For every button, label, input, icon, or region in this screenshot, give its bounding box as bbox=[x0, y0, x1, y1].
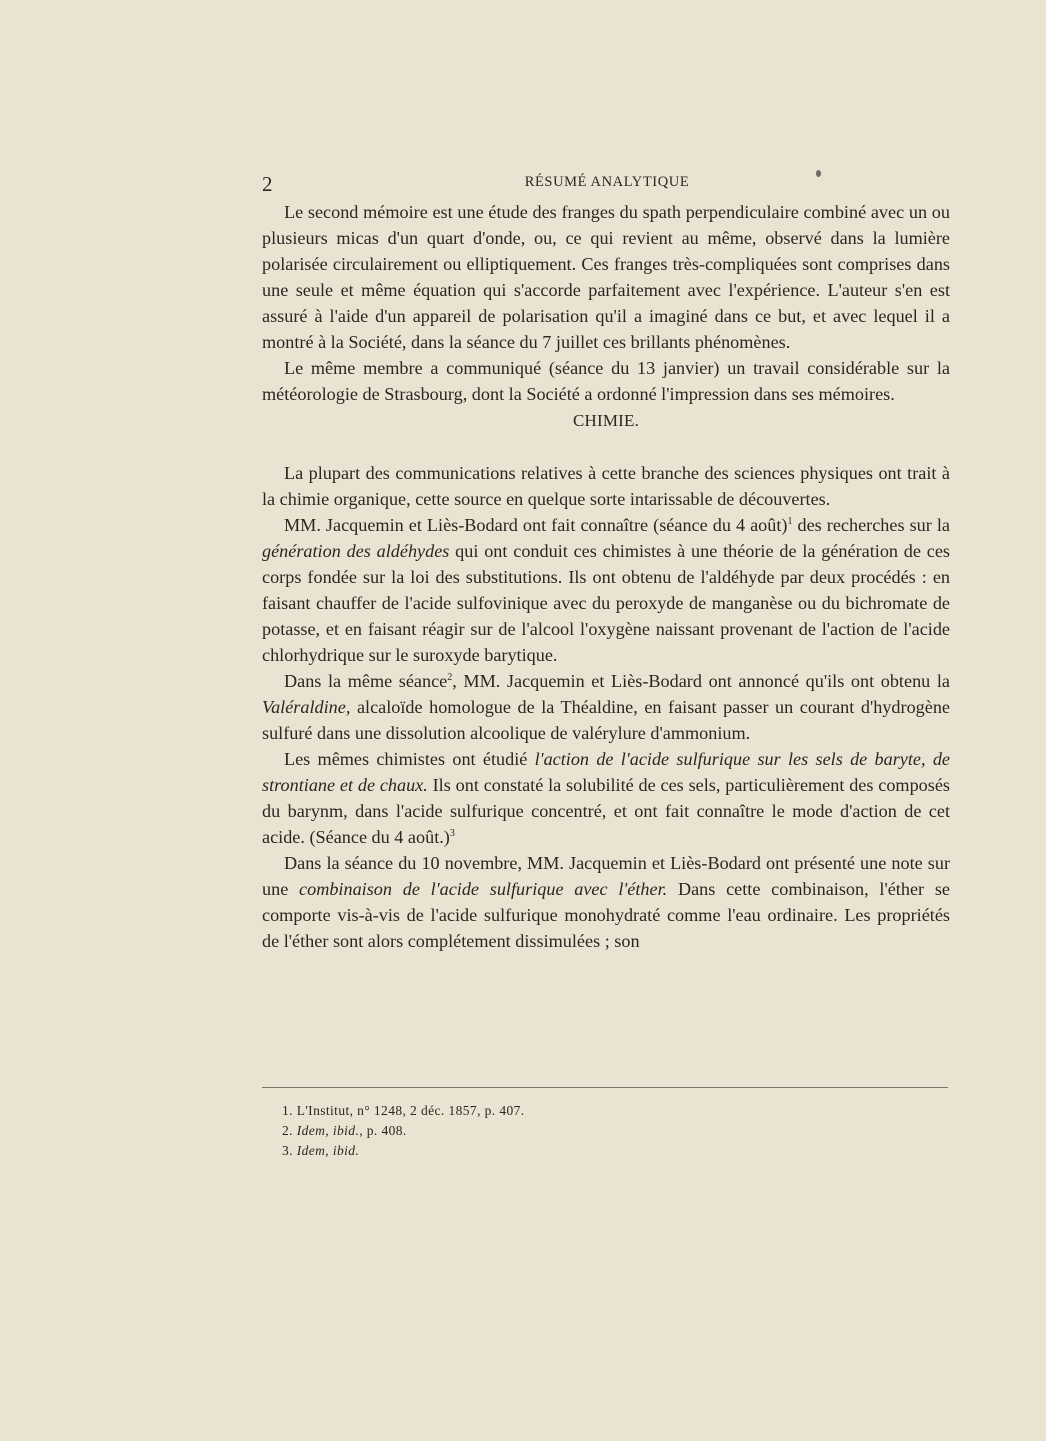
footnote-number: 3. bbox=[282, 1143, 297, 1158]
footnote-rule bbox=[262, 1087, 948, 1088]
footnote-italic: Idem, ibid. bbox=[296, 1123, 360, 1138]
italic-title: Valéraldine, bbox=[262, 697, 351, 717]
text-run: MM. Jacquemin et Liès-Bodard ont fait connaître (séance du 4 août) bbox=[284, 515, 788, 535]
italic-title: génération des aldéhydes bbox=[262, 541, 450, 561]
text-run: alcaloïde homologue de la Théaldine, en faisant passer un courant d'hydrogène sulfuré dans une dissolution alcoolique de valérylure d'ammonium. bbox=[262, 697, 950, 743]
footnotes bbox=[282, 1101, 942, 1161]
paragraph-meteorologie: Le même membre a communiqué (séance du 13 janvier) un travail considérable sur la météorologie de Strasbourg, dont la Société a ordonné l'impression dans ses mémoires. bbox=[262, 358, 950, 404]
text-run: Dans la même séance bbox=[284, 671, 448, 691]
section-heading-chimie: CHIMIE. bbox=[572, 411, 640, 430]
ink-spot bbox=[816, 170, 821, 177]
paragraph-spath: Le second mémoire est une étude des franges du spath perpendiculaire combiné avec un ou plusieurs micas d'un quart d'onde, ou, ce qui revient au même, observé dans la lumière polarisée circulairement ou elliptiquement. Ces franges très-compliquées sont comprises dans une seule et même équation qui s'accorde parfaitement avec l'expérience. L'auteur s'en est assuré à l'aide d'un appareil de polarisation qu'il a imaginé dans ce but, et avec lequel il a montré à la Société, dans la séance du 7 juillet ces brillants phénomènes. bbox=[262, 202, 950, 352]
italic-title: combinaison de l'acide sulfurique avec l'éther. bbox=[299, 879, 668, 899]
text-run: Les mêmes chimistes ont étudié bbox=[284, 749, 535, 769]
main-text bbox=[262, 199, 950, 954]
page-number: 2 bbox=[262, 172, 273, 196]
text-run: Dans la séance du 10 novembre, MM. Jacquemin et Liès-Bodard ont présenté une note sur une bbox=[262, 853, 950, 899]
footnote-ref-3: 3 bbox=[449, 827, 455, 839]
paragraph-chimie-intro: La plupart des communications relatives à cette branche des sciences physiques ont trait à la chimie organique, cette source en quelque sorte intarissable de découvertes. bbox=[262, 463, 950, 509]
footnote-ref-1: 1 bbox=[787, 515, 793, 527]
text-run: Ils ont constaté la solubilité de ces sels, particulièrement des composés du barynm, dans l'acide sulfurique concentré, et ont fait connaître le mode d'action de cet acide. (Séance du 4 août.) bbox=[262, 775, 950, 847]
footnote-text: , p. 408. bbox=[359, 1123, 407, 1138]
italic-title: l'action de l'acide sulfurique sur les sels de baryte, de strontiane et de chaux. bbox=[262, 749, 950, 795]
text-run: qui ont conduit ces chimistes à une théorie de la génération de ces corps fondée sur la loi des substitutions. Ils ont obtenu de l'aldéhyde par deux procédés : en faisant chauffer de l'acide sulfovinique avec du peroxyde de manganèse ou du bichromate de potasse, et en faisant réagir sur de l'alcool l'oxygène naissant provenant de l'action de l'acide chlorhydrique sur le suroxyde barytique. bbox=[262, 541, 950, 665]
text-run: des recherches sur la bbox=[792, 515, 950, 535]
footnote-ref-2: 2 bbox=[447, 671, 453, 683]
text-run: Dans cette combinaison, l'éther se comporte vis-à-vis de l'acide sulfurique monohydraté comme l'eau ordinaire. Les propriétés de l'éther sont alors complétement dissimulées ; son bbox=[262, 879, 950, 951]
paragraph-aldehydes bbox=[262, 512, 950, 668]
paragraph-acide-sulfurique bbox=[262, 746, 950, 850]
footnote-number: 2. bbox=[282, 1123, 297, 1138]
paragraph-valeraldine bbox=[262, 668, 950, 746]
footnote-1: 1. L'Institut, n° 1248, 2 déc. 1857, p. 407. bbox=[282, 1103, 525, 1118]
footnote-italic: Idem, ibid. bbox=[296, 1143, 360, 1158]
running-title: RÉSUMÉ ANALYTIQUE bbox=[524, 174, 690, 190]
footnote-2 bbox=[282, 1121, 942, 1141]
page-header bbox=[262, 172, 952, 196]
footnote-3 bbox=[282, 1141, 942, 1161]
text-run: , MM. Jacquemin et Liès-Bodard ont annoncé qu'ils ont obtenu la bbox=[452, 671, 950, 691]
paragraph-ether bbox=[262, 850, 950, 954]
